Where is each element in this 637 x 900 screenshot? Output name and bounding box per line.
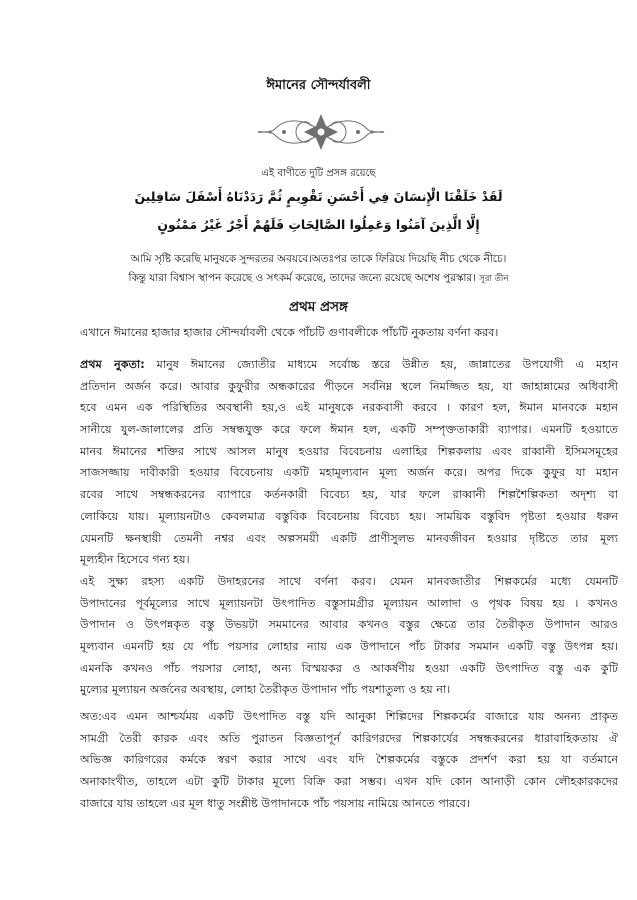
translation-text-2: কিন্তু যারা বিশ্বাস স্থাপন করেছে ও সৎকর্ম করেছে, তাদের জন্যে রয়েছে অশেষ পুরস্কার। [128, 272, 476, 284]
paragraph-conclusion [80, 706, 618, 814]
page-title: ঈমানের সৌন্দর্যাবলী [266, 78, 371, 93]
paragraph-line: হবে এমন এক পরিস্থিতির অবস্থানী হয়,ও এই মানুষকে নরকবাসী করবে । কারণ হল, ঈমান মানবকে মহান [80, 401, 618, 415]
paragraph-line: অভিজ্ঞ কারিগরের কর্মকে স্বরণ করার সাথে এবং যদি শৈল্পকর্মের বস্তুকে প্রদর্শণ করা হয় যা বর্তমানে [80, 753, 618, 767]
translation-text-1: আমি সৃষ্টি করেছি মানুষকে সুন্দরতর অবয়বে।অতঃপর তাকে ফিরিয়ে দিয়েছি নীচ থেকে নীচে। [130, 253, 507, 265]
paragraph-first-point [80, 354, 618, 571]
paragraph-line: রবের সাথে সম্বন্ধকরনের ব্যাপারে কর্তনকারী বিবেচ্য হয়, যার ফলে রাব্বানী শিল্পশৈল্পিকতা অদৃশ্য বা [80, 488, 618, 502]
paragraph-line: মূল্যহীন হিসেবে গন্য হয়। [80, 553, 190, 567]
paragraph-line: সামগ্রী তৈরী কারক এবং অতি পুরাতন বিজ্ঞতাপূর্ন কারিগরদের শিল্পকার্যের সম্বন্ধকরনের ধারাবাহিকতায় ঐ [80, 731, 618, 745]
point-label: প্রথম নুকতা: [80, 358, 145, 371]
paragraph-line: বাজারে যায় তাহলে এর মূল ধাতু সংশ্লীষ্ট উপাদানকে পাঁচ পয়সায় নামিয়ে আনতে পারবে। [80, 796, 470, 810]
paragraph-line: অত:এব এমন আশ্চর্যময় একটি উৎপাদিত বস্তু যদি আনুকা শিল্পিদের শিল্পকর্মের বাজারে যায় অনন্য প্রাকৃত [80, 710, 618, 723]
paragraph-line: এই সুক্ষ্য রহস্য একটি উদাহরনের সাথে বর্ণনা করব। যেমন মানবজাতীর শিল্পকর্মের মধ্যে যেমনটি [80, 575, 618, 588]
paragraph-line: অনাকাংখীত, তাহলে এটা কুটি টাকার মূল্যে বিক্রি করা সম্ভব। এখন যদি কোন আনাড়ী কোন লৌহকারকদের [80, 775, 618, 789]
paragraph-line: মুল্যের মূল্যায়ন অর্জনের অবস্থায়, লোহা তৈরীকৃত উপাদান পাঁচ পয়শাতুল্য ও হয় না। [80, 683, 451, 697]
decorative-floral-ornament-icon [256, 108, 386, 156]
paragraph-line: যেমনটি ক্ষনস্থায়ী তেমনী নশ্বর এবং অল্পসময়ী একটি প্রাণীসুলভ মানবজীবন হওয়ার দৃষ্টিতে তার মূল্য [80, 531, 618, 545]
surah-reference: সূরা তীন [479, 274, 509, 284]
paragraph-example [80, 571, 618, 701]
paragraph-line: লোকিয়ে যায়। মূল্যায়নটাও কেবলমাত্র বস্তুবিক বিবেচনায় বিবেচ্য হয়। সাময়িক বস্তুবিদ পৃষ্টতা হওয়ার ধরুন [80, 509, 618, 523]
paragraph-line: সানীয়ে যুল-জালালের প্রতি সম্বন্ধযুক্ত করে ফলে ঈমান হল, একটি সম্পৃক্ততাকারী ব্যাপার। এমনটি হওয়াতে [80, 423, 618, 437]
translation-line-1 [60, 252, 577, 269]
paragraph-line: উপাদানের পূর্বমূল্যের সাথে মূল্যায়নটা উৎপাদিত বস্তুসামগ্রীর মূল্যায়ন আলাদা ও পৃথক বিষয় হয় । কখনও [80, 596, 618, 610]
intro-text: এই বাণীতে দুটি প্রসঙ্গ রয়েছে [261, 168, 376, 179]
paragraph-line: সাজসজ্জায় দাবীকারী হওয়ার বিবেচনায় একটি মহামূল্যবান মূল্য অর্জন করে। অপর দিকে কুফুর যা মহান [80, 466, 618, 480]
paragraph-line: প্রতিদান অর্জন করে। আবার কুফুরীর অন্ধকারের পীড়নে সর্বনিম্ন স্থলে নিমজ্জিত হয়, যা জাহান্নামের অধিবাসী [80, 379, 618, 393]
paragraph-line: এখানে ঈমানের হাজার হাজার সৌন্দর্যাবলী থেকে পাঁচটি গুণাবলীকে পাঁচটি নুকতায় বর্ণনা করব। [80, 326, 499, 339]
translation-line-2 [60, 271, 577, 288]
paragraph-line: এমনকি কখনও পাঁচ পয়সার লোহা, অন্য বিস্ময়কর ও আকর্ষণীয় হওয়া একটি উৎপাদিত বস্তু এক কুটি [80, 661, 618, 675]
section-heading: প্রথম প্রসঙ্গ [289, 299, 348, 315]
arabic-verse-line-1: لَقَدْ خَلَقْنَا الْإِنسَانَ فِي أَحْسَنِ تَقْوِيمٍ ثُمَّ رَدَدْنَاهُ أَسْفَلَ سَافِلِينَ [134, 189, 503, 204]
paragraph-line: মানব ঈমানের শক্তির সাথে আসল মানুষ হওয়ার বিবেচনায় এলাহির শিল্পকলায় এবং রাব্বানী ইসিমসমূহের [80, 444, 618, 458]
arabic-verse-line-2: إِلَّا الَّذِينَ آمَنُوا وَعَمِلُوا الصَّالِحَاتِ فَلَهُمْ أَجْرٌ غَيْرُ مَمْنُونٍ [157, 217, 480, 232]
paragraph-line-text: মানুষ ঈমানের জ্যোতীর মাধ্যমে সর্বোচ্চ স্তরে উন্নীত হয়, জান্নাতের উপযোগী এ মহান [144, 358, 618, 371]
paragraph-line: উপাদান ও উৎপন্নকৃত বস্তু উভয়টা সমমানের আবার কখনও বস্তুর ক্ষেত্রে তার তৈরীকৃত উপাদান আরও [80, 618, 618, 632]
paragraph-line: মূল্যবান এমনটি হয় যে পাঁচ পয়সার লোহার ন্যায় এক উপাদানে পাঁচ টাকার সমমান একটি বস্তু উৎপন্ন হয়। [80, 640, 618, 654]
paragraph-intro [80, 322, 618, 344]
paragraph-line [80, 354, 618, 376]
